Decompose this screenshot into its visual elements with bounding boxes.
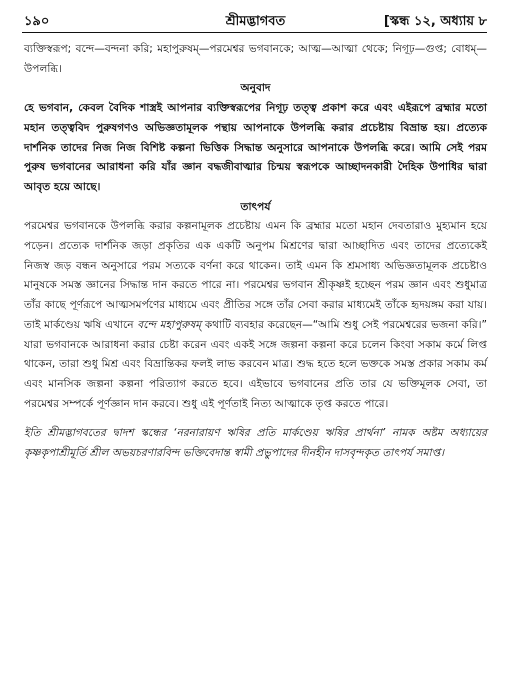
purport-paragraph xyxy=(24,217,487,414)
purport-quote: বন্দে মহাপুরুষম্ xyxy=(137,318,202,331)
synonyms-paragraph: ব্যক্তিস্বরূপ; বন্দে—বন্দনা করি; মহাপুরুষম্—পরমেশ্বর ভগবানকে; আত্ম—আত্মা থেকে; নিগূঢ়—গুপ্ত; বোধম্—উপলব্ধি। xyxy=(24,43,487,75)
translation-heading: অনুবাদ xyxy=(240,82,271,95)
chapter-reference: [স্কন্ধ ১২, অধ্যায় ৮ xyxy=(383,14,487,29)
purport-text-2: কথাটি ব্যবহার করেছেন—“আমি শুধু সেই পরমেশ্বরের ভজনা করি।” যারা ভগবানকে আরাধনা করার চেষ্টা করেন এবং একই সঙ্গে জল্পনা কল্পনা করে চলেন কিংবা সকাম কর্মে লিপ্ত থাকেন, তারা শুধু মিশ্র এবং বিভ্রান্তিকর ফলই লাভ করবেন মাত্র। শুদ্ধ হতে হলে ভক্তকে সমস্ত প্রকার সকাম কর্ম এবং মানসিক জল্পনা কল্পনা পরিত্যাগ করতে হবে। এইভাবে ভগবানের প্রতি তার যে ভক্তিমূলক সেবা, তা পরমেশ্বর সম্পর্কে পূর্ণজ্ঞান দান করবে। শুধু এই পূর্ণতাই নিত্য আত্মাকে তৃপ্ত করতে পারে। xyxy=(24,318,487,410)
page-number: ১৯০ xyxy=(24,14,50,29)
book-title: শ্রীমদ্ভাগবত xyxy=(225,14,286,29)
purport-text-1: পরমেশ্বর ভগবানকে উপলব্ধি করার কল্পনামূলক প্রচেষ্টায় এমন কি ব্রহ্মার মতো মহান দেবতারাও মুহ্যমান হয়ে পড়েন। প্রত্যেক দার্শনিক জড়া প্রকৃতির এক একটি অনুপম মিশ্রণের দ্বারা আচ্ছাদিত এবং তাদের প্রত্যেকেই নিজস্ব জড় বন্ধন অনুসারে পরম সত্যকে বর্ণনা করে থাকেন। তাই এমন কি শ্রমসাধ্য অভিজ্ঞতামূলক প্রচেষ্টাও মানুষকে সমস্ত জ্ঞানের সিদ্ধান্ত দান করতে পারে না। পরমেশ্বর ভগবান শ্রীকৃষ্ণই হচ্ছেন পরম জ্ঞান এবং শুধুমাত্র তাঁর কাছে পূর্ণরূপে আত্মসমর্পণের মাধ্যমে এবং প্রীতির সঙ্গে তাঁর সেবা করার মাধ্যমেই তাঁকে হৃদয়ঙ্গম করা যায়। তাই মার্কণ্ডেয় ঋষি এখানে xyxy=(24,220,487,331)
purport-heading: তাৎপর্য xyxy=(240,200,271,213)
page-body xyxy=(24,40,487,464)
header-rule xyxy=(22,32,487,33)
chapter-colophon: ইতি শ্রীমদ্ভাগবতের দ্বাদশ স্কন্ধের ‘নরনারায়ণ ঋষির প্রতি মার্কণ্ডেয় ঋষির প্রার্থনা’ নামক অষ্টম অধ্যায়ের কৃষ্ণকৃপাশ্রীমূর্তি শ্রীল অভয়চরণারবিন্দ ভক্তিবেদান্ত স্বামী প্রভুপাদের দীনহীন দাসবৃন্দকৃত তাৎপর্য সমাপ্ত। xyxy=(24,427,487,460)
spacer xyxy=(24,414,487,424)
page-header xyxy=(24,6,487,34)
translation-paragraph: হে ভগবান, কেবল বৈদিক শাস্ত্রই আপনার ব্যক্তিস্বরূপের নিগূঢ় তত্ত্ব প্রকাশ করে এবং এইরূপে ব্রহ্মার মতো মহান তত্ত্ববিদ পুরুষগণও অভিজ্ঞতামূলক পন্থায় আপনাকে উপলব্ধি করার প্রচেষ্টায় বিভ্রান্ত হয়। প্রত্যেক দার্শনিক তাদের নিজ নিজ বিশিষ্ট কল্পনা ভিত্তিক সিদ্ধান্ত অনুসারে আপনাকে উপলব্ধি করে। আমি সেই পরম পুরুষ ভগবানের আরাধনা করি যাঁর জ্ঞান বদ্ধজীবাত্মার চিন্ময় স্বরূপকে আচ্ছাদনকারী দৈহিক উপাধির দ্বারা আবৃত হয়ে আছে। xyxy=(24,102,487,193)
